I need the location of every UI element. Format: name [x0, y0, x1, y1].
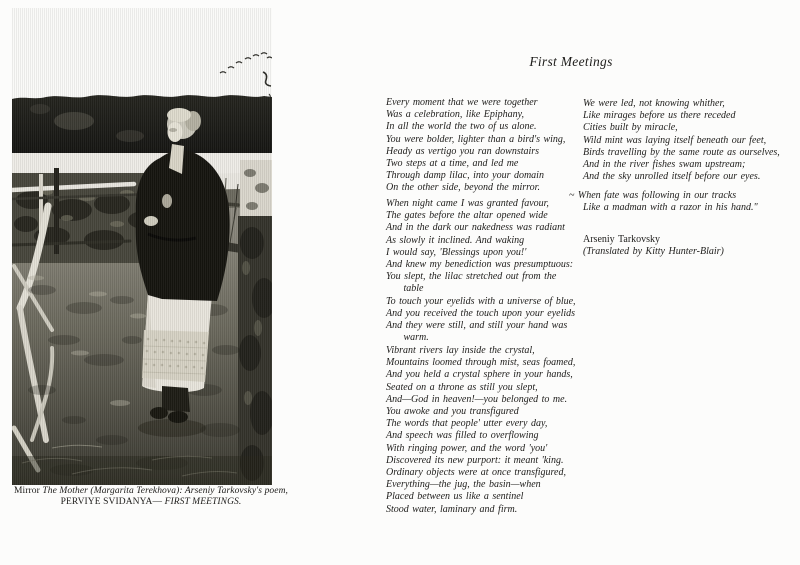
- poem-line: As slowly it inclined. And waking: [386, 234, 525, 246]
- poem-line: And in the dark our nakedness was radiant: [386, 222, 565, 234]
- photo-woman-face: [168, 122, 183, 142]
- poem-line: Birds travelling by the same route as ourselves,: [583, 146, 780, 158]
- photo-woman-hand: [144, 216, 158, 226]
- poem-stanza-2: [386, 198, 576, 344]
- poem-line: In all the world the two of us alone.: [386, 121, 537, 133]
- poem-line: Mountains loomed through mist, seas foamed,: [386, 357, 576, 369]
- photo-caption: [4, 486, 298, 508]
- poem-line: Like a madman with a razor in his hand.": [583, 202, 758, 214]
- caption-line1-roman: Mirror: [13, 486, 43, 496]
- poem-line: Ordinary objects were at once transfigured,: [386, 467, 566, 479]
- poem-line: Cities built by miracle,: [583, 122, 678, 134]
- poem-line: With ringing power, and the word 'you': [386, 442, 548, 454]
- poem-line: And—God in heaven!—you belonged to me.: [386, 393, 568, 405]
- poem-line: Heady as vertigo you ran downstairs: [386, 145, 540, 157]
- poem-line: Like mirages before us there receded: [583, 110, 736, 122]
- attribution: [583, 234, 724, 259]
- poem-line: And they were still, and still your hand was: [386, 320, 568, 332]
- poem-line: Was a celebration, like Epiphany,: [386, 109, 525, 121]
- poem-line: And you held a crystal sphere in your hands,: [386, 369, 573, 381]
- poem-line: You slept, the lilac stretched out from the: [386, 271, 557, 283]
- poet-name: Arseniy Tarkovsky: [583, 234, 661, 245]
- poem-line: And you received the touch upon your eyelids: [386, 307, 576, 319]
- poem-line: Every moment that we were together: [386, 97, 538, 108]
- poem-line: You were bolder, lighter than a bird's wing,: [386, 133, 566, 145]
- caption-line2-italic: FIRST MEETINGS.: [164, 496, 242, 507]
- poem-line: The words that people' utter every day,: [386, 418, 548, 430]
- poem-line: When night came I was granted favour,: [386, 198, 549, 209]
- photo-woman-shoes: [162, 386, 190, 412]
- translator-credit: (Translated by Kitty Hunter-Blair): [583, 246, 724, 258]
- poem-line: Vibrant rivers lay inside the crystal,: [386, 345, 535, 356]
- poem-line: Wild mint was laying itself beneath our feet,: [583, 134, 767, 146]
- poem-line: On the other side, beyond the mirror.: [386, 182, 540, 194]
- poem-line: You awoke and you transfigured: [386, 406, 519, 418]
- poem-stanza-1: [386, 97, 565, 195]
- poem-line: And speech was filled to overflowing: [386, 430, 539, 442]
- poem-line: Placed between us like a sentinel: [386, 491, 524, 503]
- caption-line2-roman: PERVIYE SVIDANYA—: [60, 496, 165, 507]
- poem-title: First Meetings: [529, 54, 613, 69]
- poem-line: Stood water, laminary and firm.: [386, 503, 518, 515]
- poem-line: And in the river fishes swam upstream;: [583, 159, 746, 171]
- poem-line: I would say, 'Blessings upon you!': [386, 246, 527, 258]
- poem-line: The gates before the altar opened wide: [386, 210, 548, 222]
- poem-line: warm.: [386, 332, 429, 344]
- photograph-image: [12, 8, 272, 485]
- poem-line: Seated on a throne as still you slept,: [386, 381, 538, 393]
- poem-line: And the sky unrolled itself before our eyes.: [583, 171, 761, 183]
- poem-line: ~ When fate was following in our tracks: [569, 190, 737, 201]
- poem-closing-couplet: [569, 190, 758, 214]
- poem-line: Two steps at a time, and led me: [386, 158, 519, 170]
- photo-right-vegetation: [238, 160, 272, 485]
- poem-line: And knew my benediction was presumptuous:: [386, 259, 574, 271]
- poem-stanza-4: [583, 98, 780, 183]
- poem-line: Discovered its new purport: it meant 'king.: [386, 454, 564, 466]
- poem-line: Through damp lilac, into your domain: [386, 170, 544, 182]
- poem-stanza-3: [386, 345, 575, 516]
- photo-treeline: [12, 95, 272, 160]
- caption-line1-italic: The Mother (Margarita Terekhova): Arseniy Tarkovsky's poem,: [42, 486, 289, 496]
- poem-line: table: [386, 283, 424, 295]
- poem-line: To touch your eyelids with a universe of blue,: [386, 295, 576, 307]
- photo-figure: [12, 8, 272, 485]
- poem-line: Everything—the jug, the basin—when: [386, 479, 541, 491]
- poem-line: We were led, not knowing whither,: [583, 98, 725, 109]
